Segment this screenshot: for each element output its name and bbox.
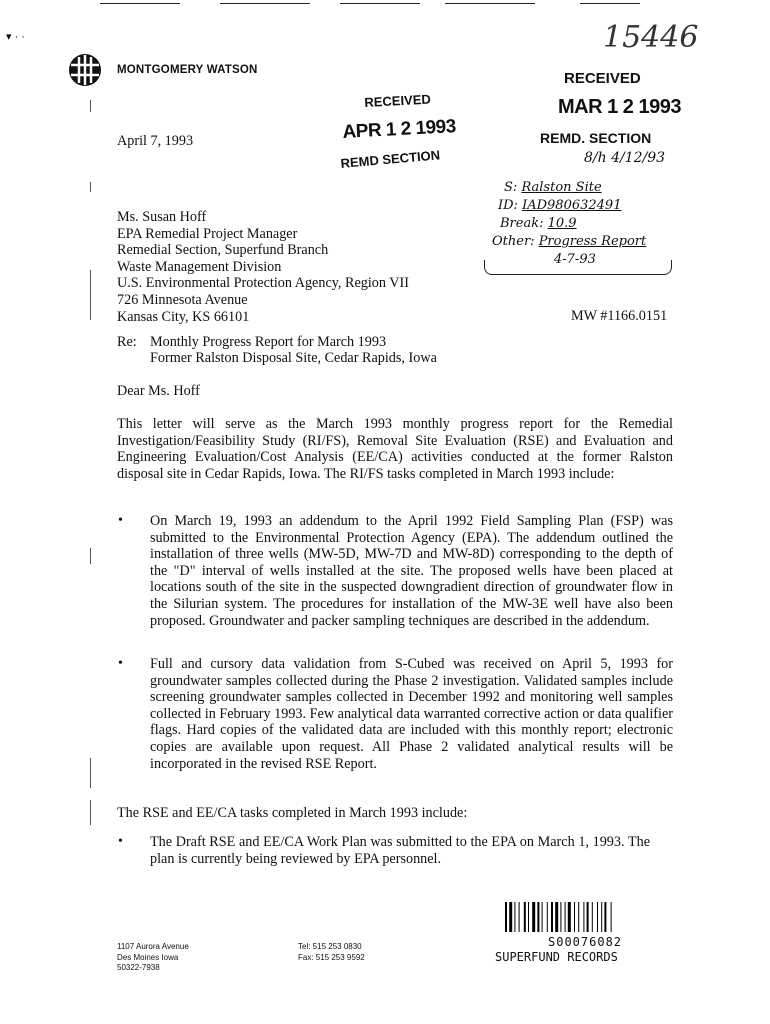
scan-line [580, 3, 640, 4]
footer-address [117, 942, 189, 974]
barcode-bar [505, 902, 507, 932]
received-stamp-left [340, 92, 490, 174]
barcode-bar [547, 902, 548, 932]
stamp-section: REMD. SECTION [540, 130, 652, 146]
routing-id [498, 198, 621, 213]
barcode-bar [601, 902, 602, 932]
scan-mark: ▾ · · [6, 31, 25, 43]
routing-site-label: S: [504, 180, 518, 195]
footer-fax: Fax: 515 253 9592 [298, 952, 365, 962]
routing-other [492, 234, 646, 249]
routing-site-value: Ralston Site [521, 180, 602, 195]
barcode-bar [611, 902, 612, 932]
margin-mark [90, 800, 91, 825]
company-name: MONTGOMERY WATSON [117, 64, 258, 76]
recipient-line: Kansas City, KS 66101 [117, 308, 250, 325]
margin-mark [90, 270, 91, 320]
bullet-marker: • [118, 834, 123, 849]
stamp-initials: 8/h 4/12/93 [584, 150, 666, 166]
barcode-bar [604, 902, 606, 932]
barcode-bar [551, 902, 553, 932]
margin-mark [90, 758, 91, 788]
subject-line: Monthly Progress Report for March 1993 [150, 334, 387, 350]
recipient-line: EPA Remedial Project Manager [117, 225, 298, 242]
handwritten-number: 15446 [603, 20, 699, 55]
stamp-date: APR 1 2 1993 [342, 116, 457, 143]
barcode-bar [519, 902, 520, 932]
barcode-bar [574, 902, 575, 932]
barcode-bar [542, 902, 543, 932]
routing-bracket [484, 260, 672, 275]
barcode-bar [587, 902, 589, 932]
routing-break-label: Break: [500, 216, 544, 231]
barcode-bar [565, 902, 566, 932]
bullet-marker: • [118, 513, 123, 528]
recipient-address [117, 209, 409, 325]
bullet-text: Full and cursory data validation from S-Cubed was received on April 5, 1993 for groundwater samples collected during the Phase 2 investigation. Validated samples include screening groundwater samples collected in December 1992 and monitoring well samples collected in February 1993. Few analytical data warranted corrective action or data qualifier flags. Hard copies of the validated data are included with this monthly report; electronic copies are available upon request. All Phase 2 validated analytical results will be incorporated in the revised RSE Report. [150, 656, 673, 772]
routing-other-value: Progress Report [538, 234, 647, 249]
letter-date: April 7, 1993 [117, 133, 194, 149]
routing-id-label: ID: [498, 198, 518, 213]
barcode-bar [514, 902, 515, 932]
footer-address-line: 1107 Aurora Avenue [117, 942, 189, 951]
barcode-bar [509, 902, 512, 932]
routing-id-value: IAD980632491 [522, 198, 622, 213]
barcode-bar [568, 902, 571, 932]
bullet-marker: • [118, 656, 123, 671]
barcode-number: S00076082 [548, 935, 623, 949]
reference-number: MW #1166.0151 [571, 308, 668, 324]
superfund-records-label: SUPERFUND RECORDS [495, 950, 618, 964]
stamp-date: MAR 1 2 1993 [558, 96, 681, 118]
recipient-line: Remedial Section, Superfund Branch [117, 242, 329, 259]
barcode-bar [532, 902, 535, 932]
margin-mark [90, 100, 91, 112]
scan-line [340, 3, 420, 4]
margin-mark [90, 548, 91, 564]
bullet-text: The Draft RSE and EE/CA Work Plan was submitted to the EPA on March 1, 1993. The plan is currently being reviewed by EPA personnel. [150, 834, 650, 867]
subject-label: Re: [117, 334, 137, 350]
routing-site [504, 180, 602, 195]
montgomery-watson-logo [68, 53, 102, 87]
intro-paragraph: This letter will serve as the March 1993 monthly progress report for the Remedial Investigation/Feasibility Study (RI/FS), Removal Site Evaluation (RSE) and Evaluation and Engineering Evaluation/Cost Analysis (EE/CA) activities conducted at the former Ralston disposal site in Cedar Rapids, Iowa. The RI/FS tasks completed in March 1993 include: [117, 416, 673, 482]
barcode-bar [592, 902, 593, 932]
footer-phone: Tel: 515 253 0830 [298, 942, 362, 951]
stamp-received-label: RECEIVED [364, 91, 432, 110]
routing-other-label: Other: [492, 234, 535, 249]
scan-line [100, 3, 180, 4]
scan-line [220, 3, 310, 4]
barcode-bar [583, 902, 584, 932]
bullet-text: On March 19, 1993 an addendum to the April 1992 Field Sampling Plan (FSP) was submitted to the Environmental Protection Agency (EPA). The addendum outlined the installation of three wells (MW-5D, MW-7D and MW-8D) corresponding to the depth of the "D" interval of wells installed at the site. The proposed wells have been placed at locations south of the site in the suspected downgradient direction of groundwater flow in the Silurian system. The procedures for installation of the MW-3E well have also been proposed. Groundwater and packer sampling techniques are described in the addendum. [150, 513, 673, 629]
scan-line [445, 3, 535, 4]
routing-break [500, 216, 577, 231]
recipient-line: Waste Management Division [117, 258, 282, 275]
stamp-section: REMD SECTION [340, 147, 441, 171]
recipient-line: U.S. Environmental Protection Agency, Region VII [117, 275, 409, 292]
barcode-bar [555, 902, 558, 932]
footer-address-line: 50322-7938 [117, 963, 160, 972]
subject-line: Former Ralston Disposal Site, Cedar Rapids, Iowa [150, 350, 437, 366]
rse-intro: The RSE and EE/CA tasks completed in March 1993 include: [117, 805, 468, 821]
recipient-line: 726 Minnesota Avenue [117, 291, 248, 308]
footer-contact [298, 942, 365, 963]
routing-block [484, 176, 674, 286]
recipient-line: Ms. Susan Hoff [117, 209, 207, 225]
footer-address-line: Des Moines Iowa [117, 952, 179, 962]
barcode-bar [524, 902, 526, 932]
received-stamp-right [528, 66, 688, 176]
barcode-bar [560, 902, 561, 932]
salutation: Dear Ms. Hoff [117, 383, 200, 399]
barcode-bar [597, 902, 598, 932]
barcode [505, 902, 657, 932]
barcode-bar [537, 902, 539, 932]
barcode-bar [528, 902, 529, 932]
margin-mark [90, 182, 91, 192]
routing-break-value: 10.9 [547, 216, 577, 231]
barcode-bar [578, 902, 579, 932]
stamp-received-label: RECEIVED [564, 70, 641, 87]
routing-date: 4-7-93 [554, 252, 596, 267]
